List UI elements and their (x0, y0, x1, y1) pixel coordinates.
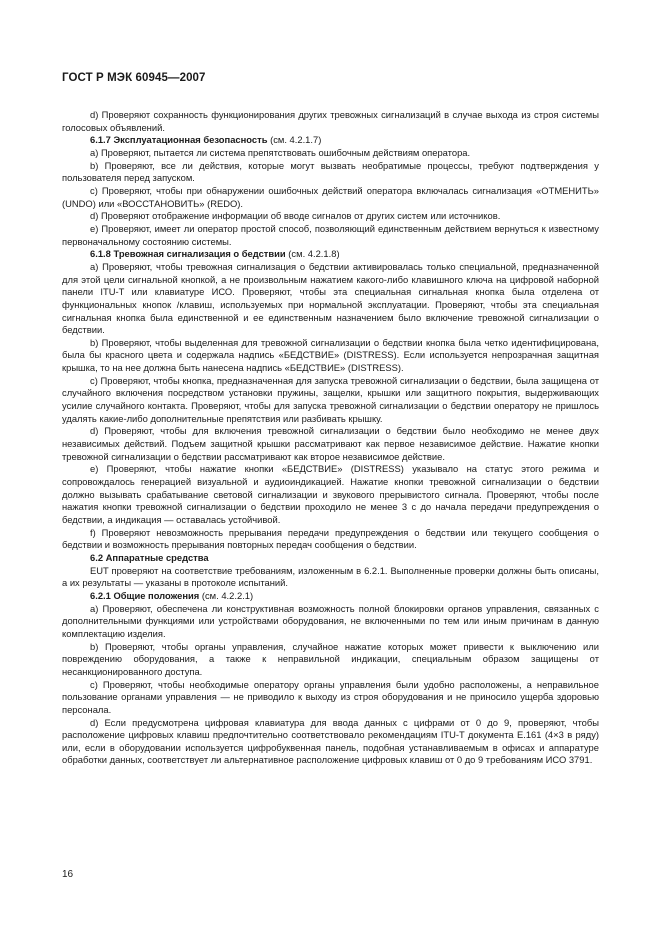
section-heading-title: 6.1.8 Тревожная сигнализация о бедствии (90, 248, 286, 260)
section-heading-ref: (см. 4.2.1.7) (267, 134, 322, 146)
section-heading (62, 590, 599, 603)
page-number: 16 (62, 869, 74, 880)
section-heading-ref: (см. 4.2.2.1) (199, 589, 254, 601)
body-paragraph: a) Проверяют, обеспечена ли конструктивная возможность полной блокировки органов управления, связанных с дополнительными функциями или устройствами оборудования, не включенными по тем или иным причинам в данную комплектацию изделия. (62, 602, 599, 639)
body-paragraph: b) Проверяют, все ли действия, которые могут вызвать необратимые процессы, требуют подтверждения у пользователя перед запуском. (62, 159, 599, 184)
body-paragraph: d) Проверяют, чтобы для включения тревожной сигнализации о бедствии было необходимо не менее двух независимых действий. Подъем защитной крышки рассматривают как первое независимое действие. Нажатие кнопки тревожной сигнализации о бедствии рассматривают как второе независимое действие. (62, 425, 599, 462)
body-paragraph: d) Если предусмотрена цифровая клавиатура для ввода данных с цифрами от 0 до 9, проверяют, чтобы расположение цифровых клавиш предпочтительно соответствовало рекомендациям ITU-T документа E.161 (4×3 в ряду) или, если в оборудовании используется цифробуквенная панель, подобная устанавливаемым в офисах и аппаратуре обработки данных, соответствует ли альтернативное расположение цифровых клавиш от 0 до 9 требованиям ИСО 3791. (62, 716, 599, 766)
body-paragraph: c) Проверяют, чтобы необходимые оператору органы управления были удобно расположены, а неправильное пользование органами управления — не приводило к выходу из строя оборудования и не приносило ущерба здоровью персонала. (62, 678, 599, 715)
body-paragraph: b) Проверяют, чтобы органы управления, случайное нажатие которых может привести к выключению или повреждению оборудования, а также к неправильной индикации, специальным образом защищены от несанкционированного доступа. (62, 640, 599, 677)
body-paragraph: EUT проверяют на соответствие требованиям, изложенным в 6.2.1. Выполненные проверки должны быть описаны, а их результаты — указаны в протоколе испытаний. (62, 564, 599, 589)
body-paragraph: a) Проверяют, пытается ли система препятствовать ошибочным действиям оператора. (90, 146, 471, 158)
body-paragraph: e) Проверяют, чтобы нажатие кнопки «БЕДСТВИЕ» (DISTRESS) указывало на статус этого режима и сопровождалось генерацией визуальной и аудиоиндикацией. Нажатие кнопки тревожной сигнализации о бедствии должно вызывать срабатывание световой сигнализации и звукового прерывистого сигнала. Проверяют, чтобы после нажатия кнопки тревожной сигнализации о бедствии проходило не менее 3 с до начала передачи предупреждения о бедствии, а индикация — оставалась устойчивой. (62, 463, 599, 525)
body-paragraph: b) Проверяют, чтобы выделенная для тревожной сигнализации о бедствии кнопка была четко идентифицирована, была бы красного цвета и содержала надпись «БЕДСТВИЕ» (DISTRESS). Если используется непрозрачная защитная крышка, то на нее должна быть нанесена надпись «БЕДСТВИЕ» (DISTRESS). (62, 336, 599, 374)
body-paragraph: d) Проверяют сохранность функционирования других тревожных сигнализаций в случае выхода из строя системы голосовых объявлений. (62, 109, 599, 133)
section-heading (62, 134, 599, 147)
document-body (62, 109, 599, 767)
document-header: ГОСТ Р МЭК 60945—2007 (62, 72, 206, 84)
section-heading-title: 6.1.7 Эксплуатационная безопасность (90, 134, 268, 146)
body-paragraph: f) Проверяют невозможность прерывания передачи предупреждения о бедствии или текущего сообщения о бедствии и возможность прерывания повторных передач сообщения о бедствии. (62, 526, 599, 551)
body-paragraph: c) Проверяют, чтобы кнопка, предназначенная для запуска тревожной сигнализации о бедствии, была защищена от случайного включения посредством установки пружины, защелки, крышки или защитного покрытия, выдерживающих усилие случайного контакта. Проверяют, чтобы для запуска тревожной сигнализации о бедствии оператору не пришлось удалять какие-либо дополнительные препятствия или разбивать крышку. (62, 374, 599, 424)
section-heading (62, 248, 599, 261)
body-paragraph: e) Проверяют, имеет ли оператор простой способ, позволяющий единственным действием вернуться к известному первоначальному состоянию системы. (62, 222, 599, 247)
body-paragraph: c) Проверяют, чтобы при обнаружении ошибочных действий оператора включалась сигнализация «ОТМЕНИТЬ» (UNDO) или «ВОССТАНОВИТЬ» (REDO). (62, 184, 599, 209)
body-paragraph: d) Проверяют отображение информации об вводе сигналов от других систем или источников. (90, 210, 501, 222)
section-heading (62, 552, 599, 565)
section-heading-ref: (см. 4.2.1.8) (285, 248, 340, 260)
section-heading-title: 6.2 Аппаратные средства (90, 551, 209, 563)
section-heading-title: 6.2.1 Общие положения (90, 589, 200, 601)
body-paragraph: a) Проверяют, чтобы тревожная сигнализация о бедствии активировалась только специальной, предназначенной для этой цели сигнальной кнопкой, а не произвольным нажатием какого-либо клавишного ключа на цифровой наборной панели ITU-T или клавиатуре ИСО. Проверяют, чтобы эта специальная сигнальная кнопка была отделена от функциональных кнопок /клавиш, используемых при нормальной эксплуатации. Проверяют, чтобы эта специальная сигнальная кнопка была единственной и ее единственным назначением было включение тревожной сигнализации о бедствии. (62, 260, 599, 336)
